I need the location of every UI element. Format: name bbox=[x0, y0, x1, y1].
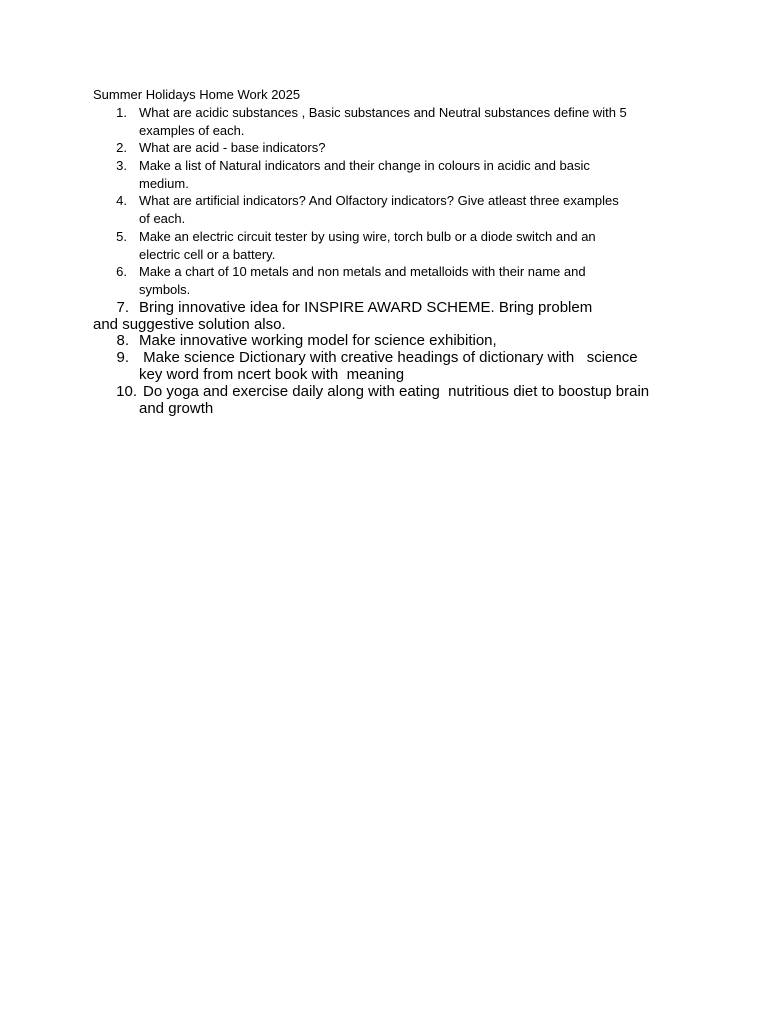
list-item-text-line: Make a chart of 10 metals and non metals and metalloids with their name and bbox=[139, 264, 586, 279]
list-item-text-line: and suggestive solution also. bbox=[93, 316, 286, 333]
list-item-number: 2. bbox=[116, 140, 127, 155]
list-item-text-line: Do yoga and exercise daily along with eating nutritious diet to boostup brain bbox=[143, 383, 650, 400]
list-item-number: 9. bbox=[116, 349, 129, 366]
list-item-number: 6. bbox=[116, 264, 127, 279]
list-item-text-line: and growth bbox=[139, 400, 214, 417]
list-item-text-line: Make an electric circuit tester by using wire, torch bulb or a diode switch and an bbox=[139, 229, 596, 244]
list-item-text-line: What are artificial indicators? And Olfactory indicators? Give atleast three examples bbox=[139, 193, 619, 208]
list-item-text-line: What are acid - base indicators? bbox=[139, 140, 326, 155]
list-item-number: 10. bbox=[116, 383, 137, 400]
list-item-text-line: of each. bbox=[139, 211, 186, 226]
list-item-text-line: examples of each. bbox=[139, 123, 245, 138]
list-item-number: 7. bbox=[116, 299, 129, 316]
document-title: Summer Holidays Home Work 2025 bbox=[93, 87, 301, 102]
list-item-text-line: What are acidic substances , Basic substances and Neutral substances define with 5 bbox=[139, 105, 627, 120]
list-item-number: 5. bbox=[116, 229, 127, 244]
list-item-text-line: medium. bbox=[139, 176, 189, 191]
list-item-number: 4. bbox=[116, 193, 127, 208]
list-item-text-line: Make a list of Natural indicators and their change in colours in acidic and basic bbox=[139, 158, 590, 173]
list-item-number: 1. bbox=[116, 105, 127, 120]
list-item-text-line: Bring innovative idea for INSPIRE AWARD SCHEME. Bring problem bbox=[139, 299, 593, 316]
list-item-text-line: symbols. bbox=[139, 282, 191, 297]
list-item-text-line: Make innovative working model for science exhibition, bbox=[139, 332, 497, 349]
list-item-number: 3. bbox=[116, 158, 127, 173]
list-item-text-line: Make science Dictionary with creative headings of dictionary with science bbox=[139, 349, 638, 366]
list-item-text-line: electric cell or a battery. bbox=[139, 247, 276, 262]
list-item-text-line: key word from ncert book with meaning bbox=[139, 366, 405, 383]
list-item-number: 8. bbox=[116, 332, 129, 349]
